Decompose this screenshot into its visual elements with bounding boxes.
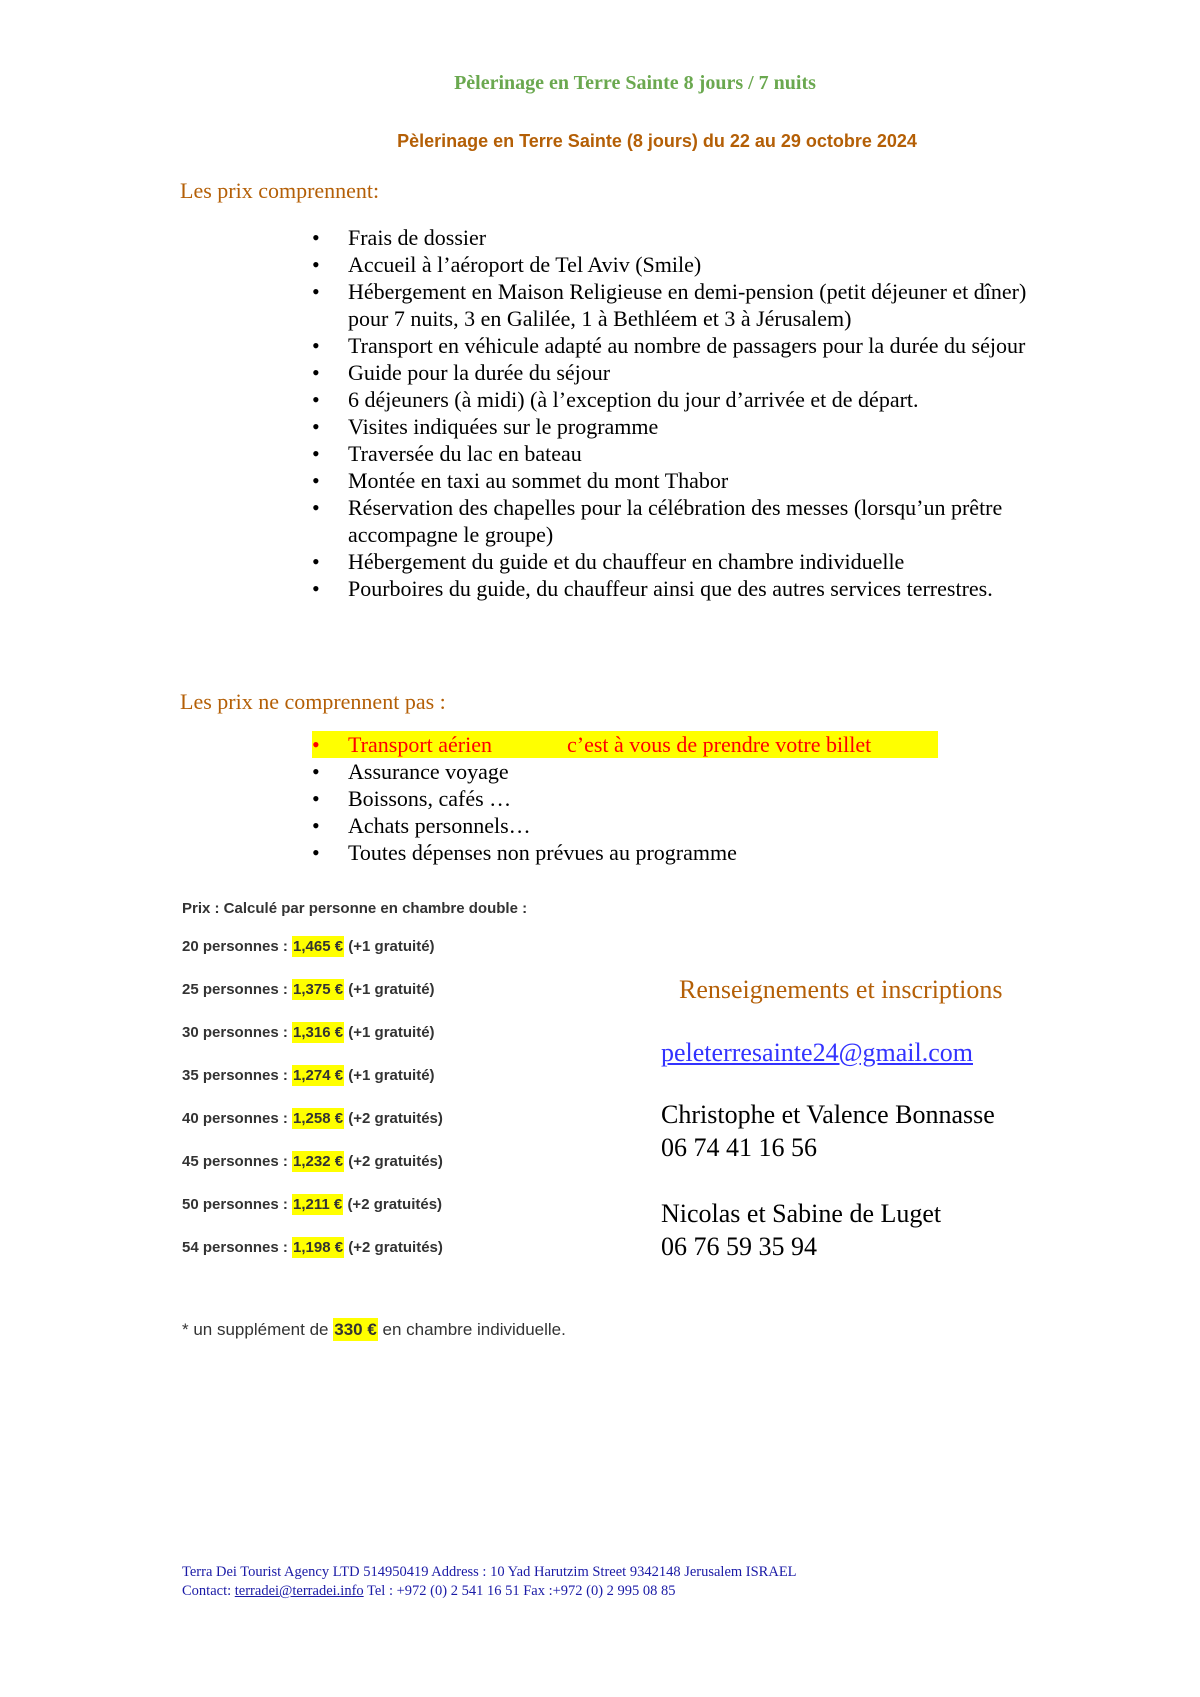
price-table (182, 900, 527, 1282)
bullet-icon: • (312, 225, 320, 250)
price-value: 1,211 € (293, 1196, 343, 1213)
price-value: 1,316 € (293, 1024, 344, 1041)
footer-address: Terra Dei Tourist Agency LTD 514950419 Address : 10 Yad Harutzim Street 9342148 Jerusalem ISRAEL (182, 1564, 797, 1580)
page-footer (182, 1563, 797, 1601)
list-item: • Achats personnels… (312, 813, 531, 838)
bullet-icon: • (312, 333, 320, 358)
list-item-highlighted (312, 731, 1032, 758)
price-row: 35 personnes : 1,274 € (+1 gratuité) (182, 1067, 435, 1084)
list-item: • Toutes dépenses non prévues au programme (312, 840, 737, 865)
footer-email-link[interactable]: terradei@terradei.info (234, 1583, 364, 1599)
bullet-icon: • (312, 576, 320, 601)
bullet-icon: • (312, 786, 320, 811)
bullet-icon: • (312, 441, 320, 466)
contact-phone: 06 76 59 35 94 (661, 1232, 817, 1261)
price-value: 1,274 € (293, 1067, 344, 1084)
highlight-bar (312, 731, 938, 758)
price-table-heading: Prix : Calculé par personne en chambre double : (182, 900, 528, 917)
price-value: 1,465 € (293, 938, 344, 955)
document-title: Pèlerinage en Terre Sainte 8 jours / 7 nuits (454, 72, 816, 94)
price-row: 50 personnes : 1,211 € (+2 gratuités) (182, 1196, 443, 1213)
excluded-list (312, 731, 1032, 866)
bullet-icon: • (312, 387, 320, 412)
price-row: 40 personnes : 1,258 € (+2 gratuités) (182, 1110, 443, 1127)
list-item: • Réservation des chapelles pour la célébration des messes (lorsqu’un prêtre accompagne le groupe) (312, 495, 1003, 547)
price-row: 45 personnes : 1,232 € (+2 gratuités) (182, 1153, 443, 1170)
list-item: • Traversée du lac en bateau (312, 441, 582, 466)
bullet-icon: • (312, 549, 320, 574)
price-row: 54 personnes : 1,198 € (+2 gratuités) (182, 1239, 443, 1256)
bullet-icon: • (312, 252, 320, 277)
excluded-heading: Les prix ne comprennent pas : (180, 689, 446, 714)
bullet-icon: • (312, 813, 320, 838)
price-row: 25 personnes : 1,375 € (+1 gratuité) (182, 981, 435, 998)
list-item: • Hébergement en Maison Religieuse en demi-pension (petit déjeuner et dîner) pour 7 nuits, 3 en Galilée, 1 à Bethléem et 3 à Jérusalem) (312, 279, 1027, 331)
contact-title: Renseignements et inscriptions (679, 975, 1003, 1004)
list-item: • Visites indiquées sur le programme (312, 414, 659, 439)
bullet-icon: • (312, 840, 320, 865)
contact-names: Nicolas et Sabine de Luget (661, 1199, 942, 1228)
bullet-icon: • (312, 732, 320, 757)
price-value: 1,258 € (293, 1110, 344, 1127)
document-subtitle: Pèlerinage en Terre Sainte (8 jours) du 22 au 29 octobre 2024 (397, 131, 917, 151)
supplement-amount: 330 € (334, 1320, 377, 1339)
list-item: • Boissons, cafés … (312, 786, 512, 811)
list-item: • Hébergement du guide et du chauffeur en chambre individuelle (312, 549, 905, 574)
price-value: 1,198 € (293, 1239, 344, 1256)
bullet-icon: • (312, 279, 320, 304)
air-transport-note: c’est à vous de prendre votre billet (567, 732, 872, 757)
included-heading: Les prix comprennent: (180, 178, 380, 203)
contact-block (661, 975, 1003, 1263)
contact-email-link[interactable]: peleterresainte24@gmail.com (661, 1038, 973, 1067)
contact-names: Christophe et Valence Bonnasse (661, 1100, 995, 1129)
included-list (312, 224, 1032, 602)
list-item: • Transport en véhicule adapté au nombre de passagers pour la durée du séjour (312, 333, 1026, 358)
footer-contact: Contact: terradei@terradei.info Tel : +972 (0) 2 541 16 51 Fax :+972 (0) 2 995 08 85 (182, 1583, 676, 1599)
price-row: 20 personnes : 1,465 € (+1 gratuité) (182, 938, 435, 955)
list-item: • Pourboires du guide, du chauffeur ainsi que des autres services terrestres. (312, 576, 993, 601)
contact-phone: 06 74 41 16 56 (661, 1133, 817, 1162)
price-row: 30 personnes : 1,316 € (+1 gratuité) (182, 1024, 435, 1041)
list-item: • Montée en taxi au sommet du mont Thabor (312, 468, 729, 493)
price-value: 1,232 € (293, 1153, 344, 1170)
bullet-icon: • (312, 759, 320, 784)
list-item: • 6 déjeuners (à midi) (à l’exception du jour d’arrivée et de départ. (312, 387, 919, 412)
bullet-icon: • (312, 360, 320, 385)
list-item: • Accueil à l’aéroport de Tel Aviv (Smile) (312, 252, 702, 277)
single-room-supplement: * un supplément de 330 € en chambre individuelle. (182, 1320, 566, 1339)
list-item: • Assurance voyage (312, 759, 509, 784)
list-item: • Frais de dossier (312, 225, 487, 250)
bullet-icon: • (312, 495, 320, 520)
price-value: 1,375 € (293, 981, 344, 998)
bullet-icon: • (312, 414, 320, 439)
air-transport-label: Transport aérien (348, 732, 492, 757)
list-item: • Guide pour la durée du séjour (312, 360, 611, 385)
bullet-icon: • (312, 468, 320, 493)
